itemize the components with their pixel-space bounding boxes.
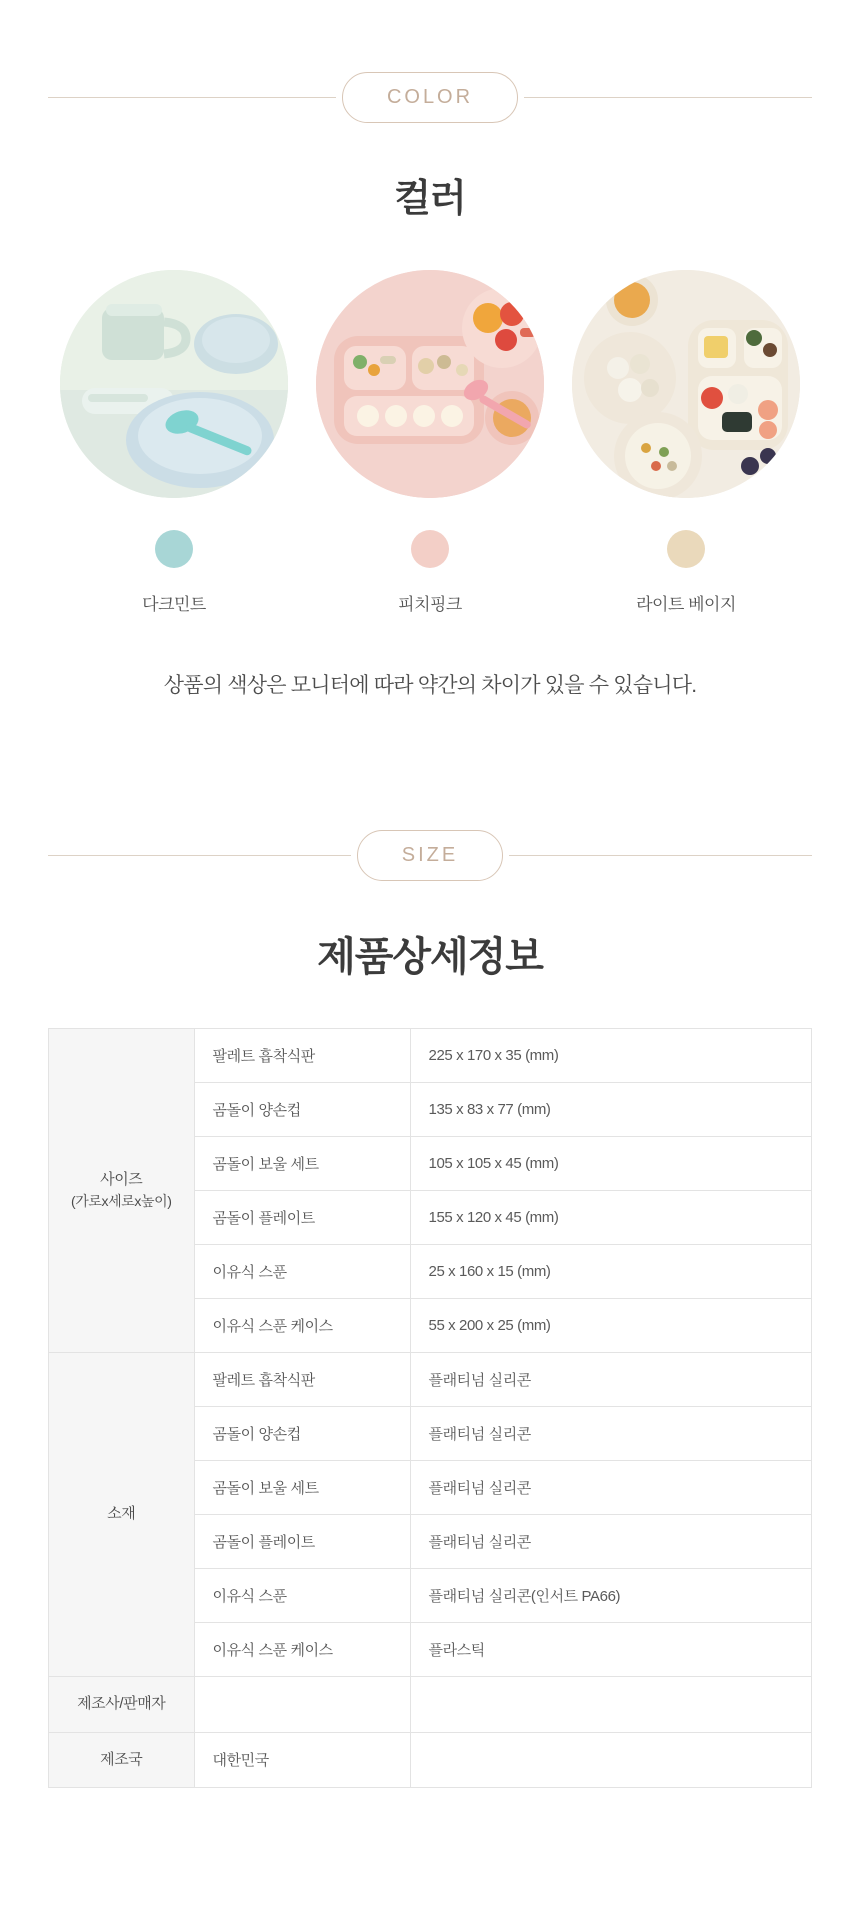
size-section-title: 제품상세정보 xyxy=(317,935,543,979)
spec-item-name: 곰돌이 양손컵 xyxy=(194,1407,410,1461)
spec-item-name: 곰돌이 플레이트 xyxy=(194,1515,410,1569)
spec-item-name: 이유식 스푼 케이스 xyxy=(194,1299,410,1353)
spec-item-value: 55 x 200 x 25 (mm) xyxy=(410,1299,812,1353)
table-row xyxy=(49,1353,812,1407)
table-row xyxy=(49,1677,812,1733)
spec-item-value: 플래티넘 실리콘 xyxy=(410,1461,812,1515)
ribbon-line-left xyxy=(48,855,351,856)
table-row xyxy=(49,1732,812,1788)
spec-item-name: 곰돌이 보울 세트 xyxy=(194,1461,410,1515)
spec-item-value xyxy=(410,1677,812,1733)
spec-item-value: 플래티넘 실리콘(인서트 PA66) xyxy=(410,1569,812,1623)
spec-item-name: 곰돌이 플레이트 xyxy=(194,1191,410,1245)
spec-item-name: 이유식 스푼 xyxy=(194,1245,410,1299)
table-row xyxy=(49,1029,812,1083)
spec-item-value: 플래티넘 실리콘 xyxy=(410,1407,812,1461)
color-option-mint[interactable] xyxy=(60,270,288,615)
ribbon-line-left xyxy=(48,97,336,98)
product-photo-mint-scene xyxy=(60,270,288,498)
color-option-pink[interactable] xyxy=(316,270,544,615)
beige-tableware-illustration xyxy=(572,270,800,498)
color-option-beige[interactable] xyxy=(572,270,800,615)
size-ribbon-header xyxy=(0,830,860,881)
color-photo-mint xyxy=(60,270,288,498)
spec-item-value: 155 x 120 x 45 (mm) xyxy=(410,1191,812,1245)
spec-row-header: 사이즈 (가로x세로x높이) xyxy=(49,1029,194,1353)
spec-item-name: 팔레트 흡착식판 xyxy=(194,1353,410,1407)
spec-item-name: 대한민국 xyxy=(194,1732,410,1788)
spec-item-name: 이유식 스푼 케이스 xyxy=(194,1623,410,1677)
spec-item-name: 곰돌이 보울 세트 xyxy=(194,1137,410,1191)
color-photo-pink xyxy=(316,270,544,498)
spec-item-value: 25 x 160 x 15 (mm) xyxy=(410,1245,812,1299)
spec-item-name: 곰돌이 양손컵 xyxy=(194,1083,410,1137)
color-swatch-mint[interactable] xyxy=(155,530,193,568)
ribbon-line-right xyxy=(509,855,812,856)
spec-table xyxy=(49,1029,812,1788)
spec-item-value: 플래티넘 실리콘 xyxy=(410,1353,812,1407)
spec-item-value: 105 x 105 x 45 (mm) xyxy=(410,1137,812,1191)
color-disclaimer-note: 상품의 색상은 모니터에 따라 약간의 차이가 있을 수 있습니다. xyxy=(163,674,697,697)
color-options-row xyxy=(0,270,860,615)
color-ribbon-header xyxy=(0,72,860,123)
size-ribbon-label: SIZE xyxy=(357,830,503,881)
color-label-pink: 피치핑크 xyxy=(398,595,462,614)
color-label-mint: 다크민트 xyxy=(142,595,206,614)
color-swatch-beige[interactable] xyxy=(667,530,705,568)
spec-item-value: 플래티넘 실리콘 xyxy=(410,1515,812,1569)
pink-tableware-illustration xyxy=(316,270,544,498)
spec-row-header: 소재 xyxy=(49,1353,194,1677)
spec-item-name xyxy=(194,1677,410,1733)
page-bottom-spacer xyxy=(0,1788,860,1878)
spec-item-name: 이유식 스푼 xyxy=(194,1569,410,1623)
spec-table-wrapper xyxy=(48,1028,812,1788)
spec-item-value: 225 x 170 x 35 (mm) xyxy=(410,1029,812,1083)
spec-item-value: 135 x 83 x 77 (mm) xyxy=(410,1083,812,1137)
color-swatch-pink[interactable] xyxy=(411,530,449,568)
ribbon-line-right xyxy=(524,97,812,98)
spec-item-value: 플라스틱 xyxy=(410,1623,812,1677)
product-photo-pink-scene xyxy=(316,270,544,498)
color-section-title: 컬러 xyxy=(394,178,466,220)
spec-row-header-sub: (가로x세로x높이) xyxy=(71,1193,172,1210)
size-section xyxy=(0,720,860,1788)
product-photo-beige-scene xyxy=(572,270,800,498)
spec-row-header: 제조사/판매자 xyxy=(49,1677,194,1733)
color-label-beige: 라이트 베이지 xyxy=(636,595,736,614)
spec-item-value xyxy=(410,1732,812,1788)
spec-item-name: 팔레트 흡착식판 xyxy=(194,1029,410,1083)
spec-row-header: 제조국 xyxy=(49,1732,194,1788)
color-photo-beige xyxy=(572,270,800,498)
color-section xyxy=(0,0,860,699)
mint-tableware-illustration xyxy=(60,270,288,498)
color-ribbon-label: COLOR xyxy=(342,72,518,123)
